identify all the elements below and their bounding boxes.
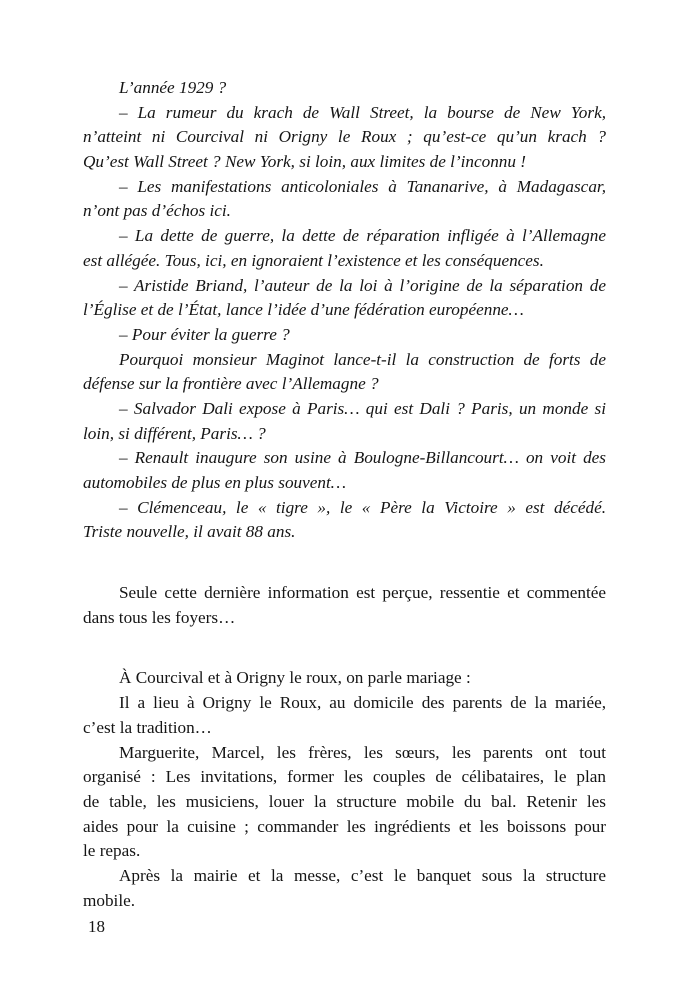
text-line: le repas. [83,841,141,861]
text-line: n’atteint ni Courcival ni Origny le Roux ; qu’est-ce qu’un krach ? [83,127,606,147]
text-line: dans tous les foyers… [83,607,236,627]
text-line: Il a lieu à Origny le Roux, au domicile des parents de la mariée, [119,693,606,713]
text-line: Après la mairie et la messe, c’est le banquet sous la structure [119,865,606,885]
text-line: organisé : Les invitations, former les couples de célibataires, le plan [83,767,606,787]
text-line: est allégée. Tous, ici, en ignoraient l’existence et les conséquences. [83,250,544,270]
text-line: c’est la tradition… [83,717,212,737]
section-gap [83,630,606,666]
text-line: Pourquoi monsieur Maginot lance-t-il la construction de forts de [119,349,606,369]
page-number: 18 [88,917,105,936]
text-line: de table, les musiciens, louer la structure mobile du bal. Retenir les [83,791,606,811]
text-line: – La rumeur du krach de Wall Street, la bourse de New York, [119,102,606,122]
italic-news-section [83,76,606,545]
text-line: – Pour éviter la guerre ? [119,324,290,344]
page-body [83,76,606,913]
text-line: – Renault inaugure son usine à Boulogne-Billancourt… on voit des [119,448,606,468]
text-line: L’année 1929 ? [119,78,227,97]
text-line: – La dette de guerre, la dette de réparation infligée à l’Allemagne [119,226,606,246]
text-line: Seule cette dernière information est perçue, ressentie et commentée [119,583,606,603]
text-line: défense sur la frontière avec l’Allemagne ? [83,374,379,394]
paragraph [83,175,606,224]
text-line: Marguerite, Marcel, les frères, les sœurs, les parents ont tout [119,742,606,762]
paragraph [83,274,606,323]
text-line: – Aristide Briand, l’auteur de la loi à l’origine de la séparation de [119,275,606,295]
text-line: À Courcival et à Origny le roux, on parle mariage : [119,668,471,688]
paragraph [83,864,606,913]
paragraph [83,581,606,630]
paragraph [83,101,606,175]
text-line: aides pour la cuisine ; commander les ingrédients et les boissons pour [83,816,606,836]
text-line: – Clémenceau, le « tigre », le « Père la Victoire » est décédé. [119,497,606,517]
reception-section [83,581,606,630]
text-line: automobiles de plus en plus souvent… [83,473,347,492]
wedding-section [83,666,606,913]
text-line: Qu’est Wall Street ? New York, si loin, aux limites de l’inconnu ! [83,152,527,172]
paragraph [83,397,606,446]
text-line: – Salvador Dali expose à Paris… qui est Dali ? Paris, un monde si [119,398,606,418]
text-line: n’ont pas d’échos ici. [83,201,231,221]
paragraph [83,666,606,691]
text-line: – Les manifestations anticoloniales à Tananarive, à Madagascar, [119,176,606,196]
paragraph [83,741,606,864]
text-line: mobile. [83,890,136,910]
section-gap [83,545,606,581]
paragraph [83,496,606,545]
paragraph [83,348,606,397]
paragraph [83,691,606,740]
paragraph [83,76,606,101]
text-line: loin, si différent, Paris… ? [83,423,266,443]
paragraph [83,224,606,273]
text-line: Triste nouvelle, il avait 88 ans. [83,522,296,542]
paragraph [83,323,606,348]
paragraph [83,446,606,495]
text-line: l’Église et de l’État, lance l’idée d’une fédération européenne… [83,300,524,320]
